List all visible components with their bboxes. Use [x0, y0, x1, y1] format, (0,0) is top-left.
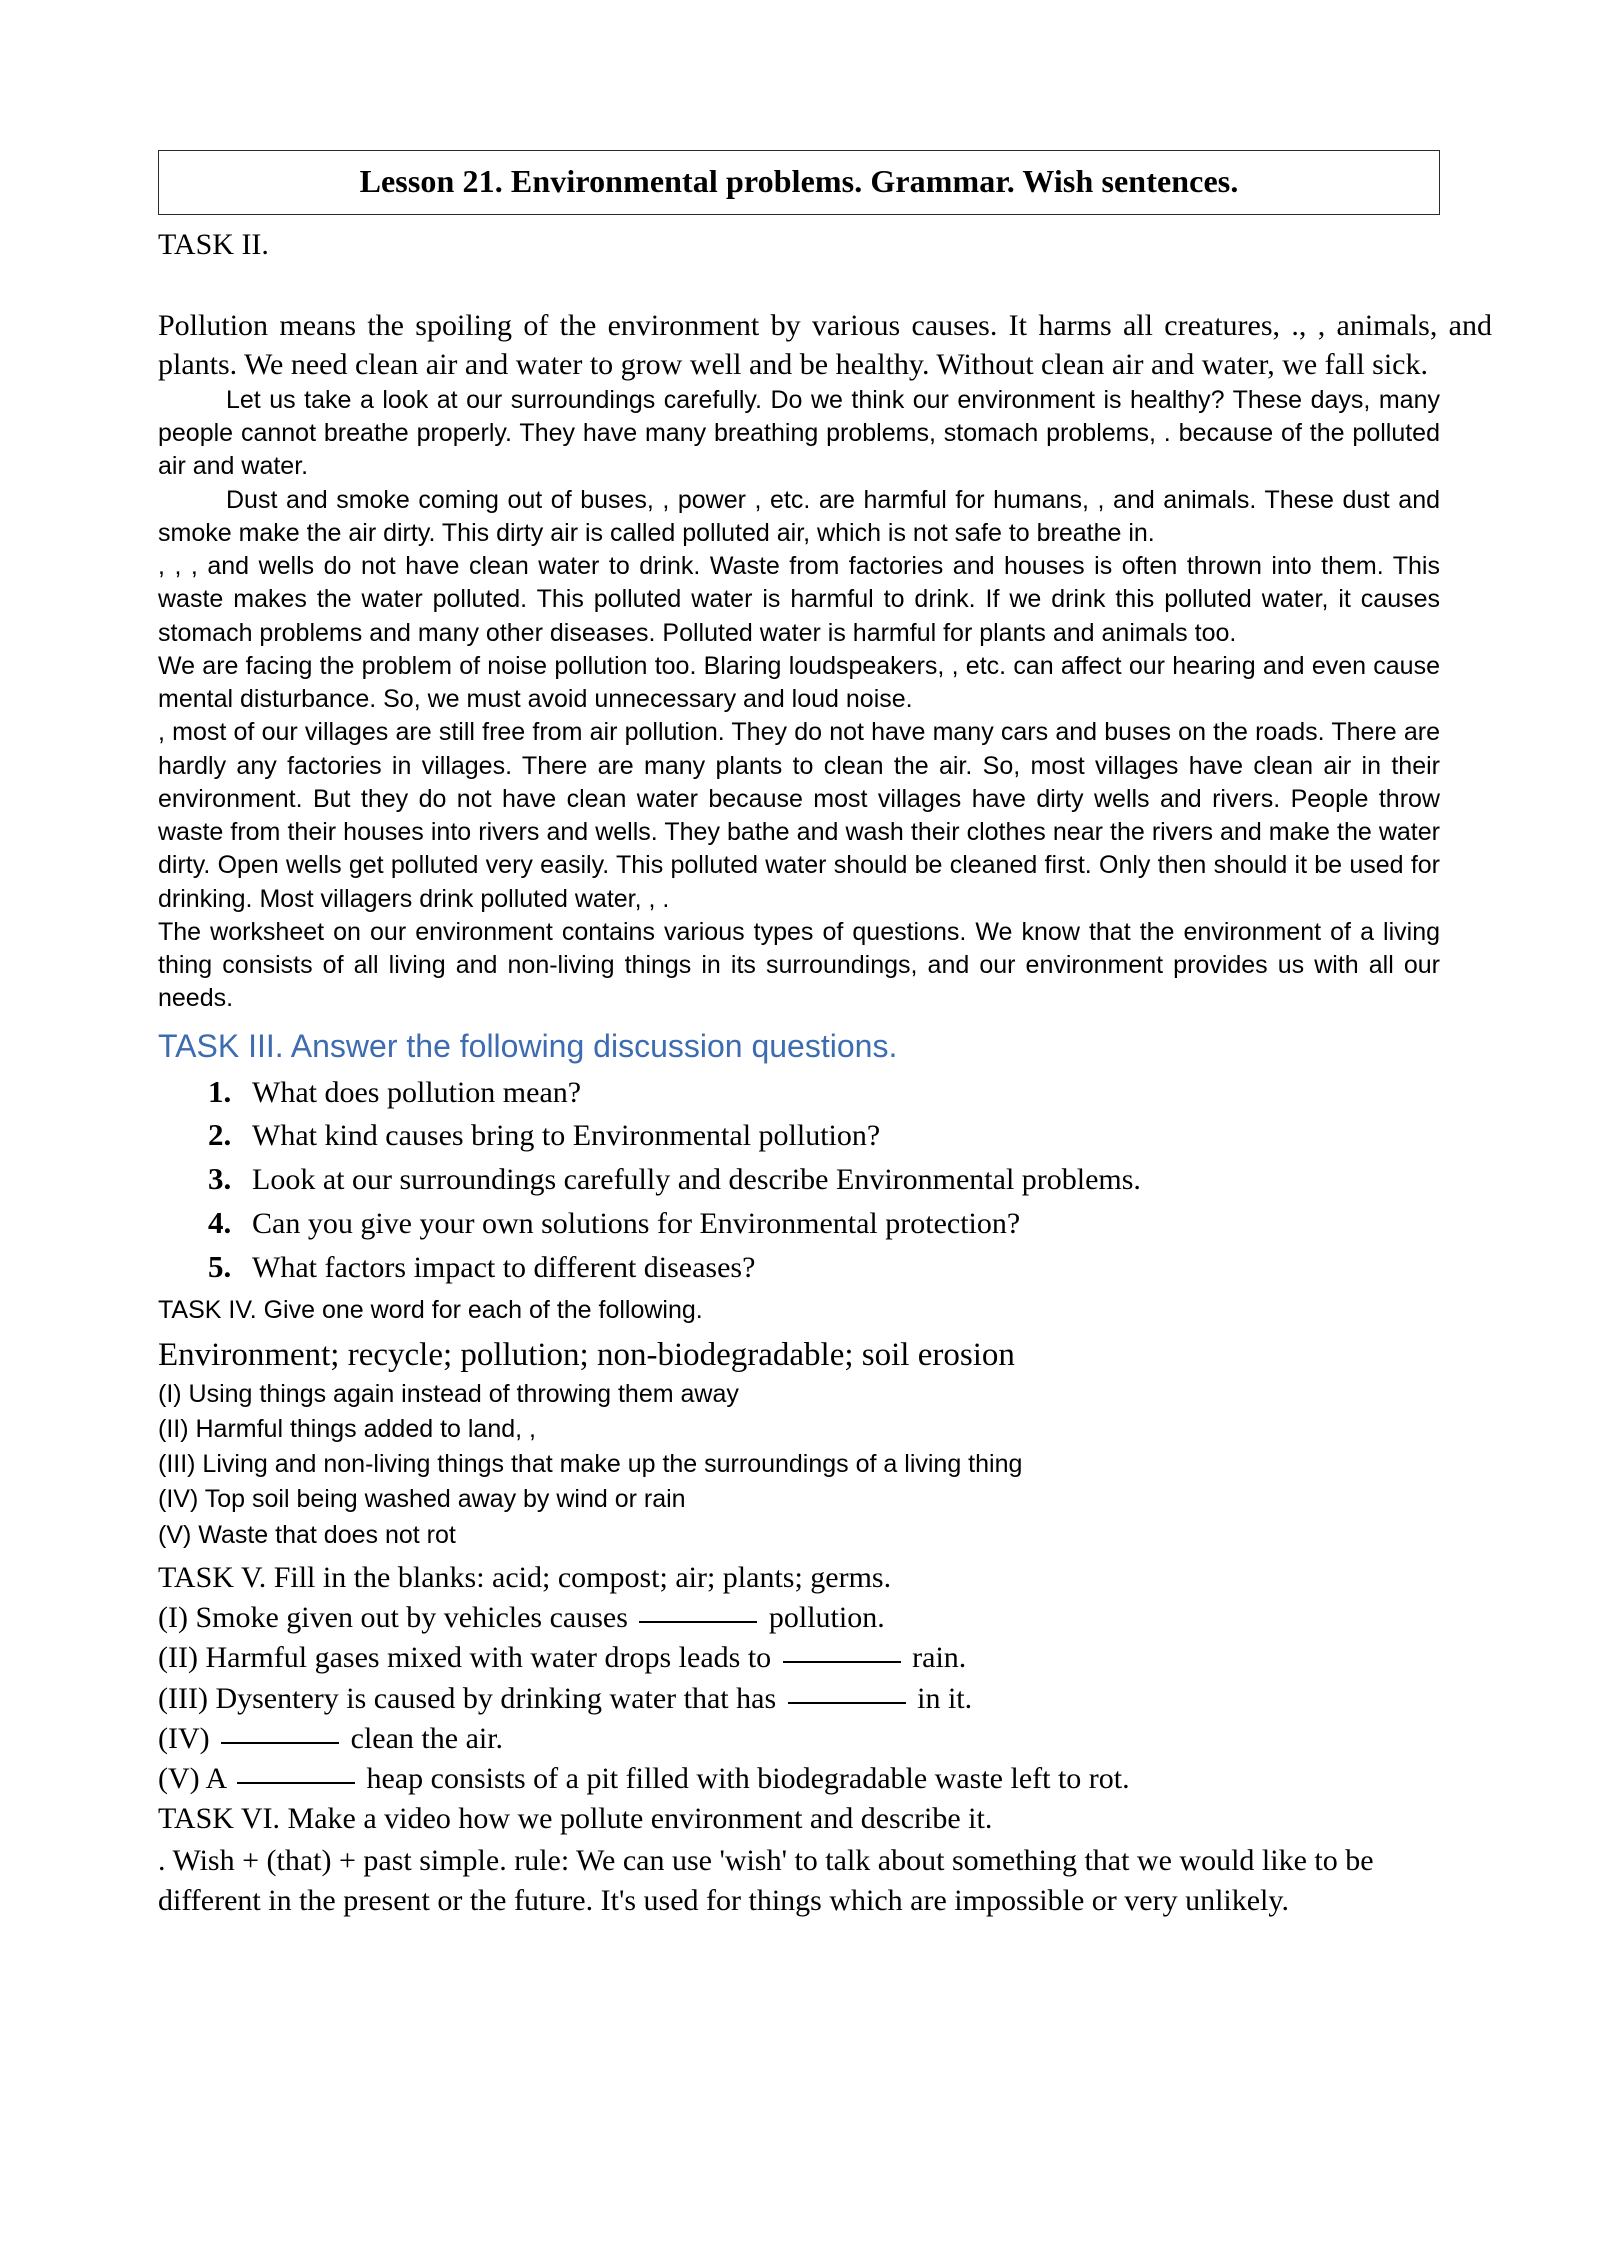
fill-blank-input[interactable] — [221, 1742, 339, 1744]
question-number: 2. — [208, 1117, 232, 1153]
list-item — [208, 1204, 1492, 1243]
question-number: 4. — [208, 1204, 232, 1240]
list-item: (I) Using things again instead of throwing them away — [158, 1379, 739, 1408]
question-text: Look at our surroundings carefully and describe Environmental problems. — [252, 1163, 1141, 1196]
task-2-lead-paragraph: Pollution means the spoiling of the environment by various causes. It harms all creatures, ., , animals, and plants. We need clean air and water to grow well and be healthy. Without clean air and water, we fall sick. — [158, 308, 1492, 381]
task-6-heading: TASK VI. Make a video how we pollute environment and describe it. — [158, 1802, 993, 1836]
list-item — [208, 1248, 1492, 1287]
list-item: (III) Living and non-living things that make up the surroundings of a living thing — [158, 1450, 1023, 1479]
wish-grammar-note: . Wish + (that) + past simple. rule: We can use 'wish' to talk about something that we would like to be different in the present or the future. It's used for things which are impossible or very unlikely. — [158, 1844, 1374, 1918]
question-number: 1. — [208, 1073, 232, 1109]
list-item — [208, 1116, 1492, 1155]
task-5-heading: TASK V. Fill in the blanks: acid; compost; air; plants; germs. — [158, 1560, 892, 1594]
fill-blank-suffix: heap consists of a pit filled with biodegradable waste left to rot. — [366, 1761, 1130, 1795]
task-2-paragraph-6: The worksheet on our environment contains various types of questions. We know that the environment of a living thing consists of all living and non-living things in its surroundings, and our environment provides us with all our needs. — [158, 917, 1440, 1013]
task-5-item-4 — [158, 1719, 1492, 1759]
fill-blank-prefix: (IV) — [158, 1721, 210, 1755]
task-2-label: TASK II. — [158, 227, 269, 261]
fill-blank-input[interactable] — [788, 1702, 906, 1704]
fill-blank-prefix: (I) Smoke given out by vehicles causes — [158, 1601, 628, 1635]
question-text: Can you give your own solutions for Environmental protection? — [252, 1206, 1021, 1240]
fill-blank-suffix: pollution. — [768, 1601, 885, 1635]
task-5-item-1 — [158, 1598, 1492, 1638]
list-item — [208, 1073, 1492, 1112]
task-5-item-2 — [158, 1638, 1492, 1678]
fill-blank-input[interactable] — [237, 1782, 355, 1784]
task-3-question-list — [208, 1073, 1492, 1287]
task-2-paragraph-1: Let us take a look at our surroundings carefully. Do we think our environment is healthy? These days, many people cannot breathe properly. They have many breathing problems, stomach problems, . because of the polluted air and water. — [158, 385, 1440, 481]
task-5-item-5 — [158, 1759, 1492, 1799]
fill-blank-suffix: clean the air. — [350, 1721, 504, 1755]
document-content — [158, 150, 1492, 1921]
question-number: 5. — [208, 1248, 232, 1284]
fill-blank-suffix: in it. — [917, 1681, 973, 1715]
list-item: (IV) Top soil being washed away by wind or rain — [158, 1485, 686, 1514]
task-2-paragraph-3: , , , and wells do not have clean water to drink. Waste from factories and houses is often thrown into them. This waste makes the water polluted. This polluted water is harmful to drink. If we drink this polluted water, it causes stomach problems and many other diseases. Polluted water is harmful for plants and animals too. — [158, 552, 1440, 647]
task-4-item-list — [158, 1378, 1492, 1552]
fill-blank-input[interactable] — [639, 1621, 757, 1623]
question-number: 3. — [208, 1161, 232, 1196]
fill-blank-input[interactable] — [783, 1661, 901, 1663]
lesson-title-box — [158, 150, 1440, 215]
task-4-heading: TASK IV. Give one word for each of the following. — [158, 1296, 703, 1325]
list-item: (II) Harmful things added to land, , — [158, 1414, 536, 1443]
task-2-paragraph-4: We are facing the problem of noise pollution too. Blaring loudspeakers, , etc. can affect our hearing and even cause mental disturbance. So, we must avoid unnecessary and loud noise. — [158, 651, 1440, 714]
task-4-word-bank: Environment; recycle; pollution; non-biodegradable; soil erosion — [158, 1336, 1015, 1373]
fill-blank-suffix: rain. — [912, 1641, 967, 1675]
task-3-heading: TASK III. Answer the following discussion questions. — [158, 1027, 898, 1064]
question-text: What factors impact to different diseases? — [252, 1250, 756, 1284]
question-text: What does pollution mean? — [252, 1075, 582, 1109]
fill-blank-prefix: (III) Dysentery is caused by drinking water that has — [158, 1681, 777, 1715]
task-2-paragraph-2: Dust and smoke coming out of buses, , power , etc. are harmful for humans, , and animals. These dust and smoke make the air dirty. This dirty air is called polluted air, which is not safe to breathe in. — [158, 485, 1440, 547]
list-item: (V) Waste that does not rot — [158, 1520, 456, 1549]
task-5-item-3 — [158, 1679, 1492, 1719]
question-text: What kind causes bring to Environmental pollution? — [252, 1119, 881, 1153]
fill-blank-prefix: (V) A — [158, 1761, 226, 1795]
task-2-paragraph-5: , most of our villages are still free from air pollution. They do not have many cars and buses on the roads. There are hardly any factories in villages. There are many plants to clean the air. So, most villages have clean air in their environment. But they do not have clean water because most villages have dirty wells and rivers. People throw waste from their houses into rivers and wells. They bathe and wash their clothes near the rivers and make the water dirty. Open wells get polluted very easily. This polluted water should be cleaned first. Only then should it be used for drinking. Most villagers drink polluted water, , . — [158, 718, 1440, 913]
list-item — [208, 1160, 1492, 1199]
task-5-block — [158, 1558, 1492, 1839]
page-title: Lesson 21. Environmental problems. Grammar. Wish sentences. — [359, 163, 1239, 199]
fill-blank-prefix: (II) Harmful gases mixed with water drops leads to — [158, 1641, 772, 1675]
